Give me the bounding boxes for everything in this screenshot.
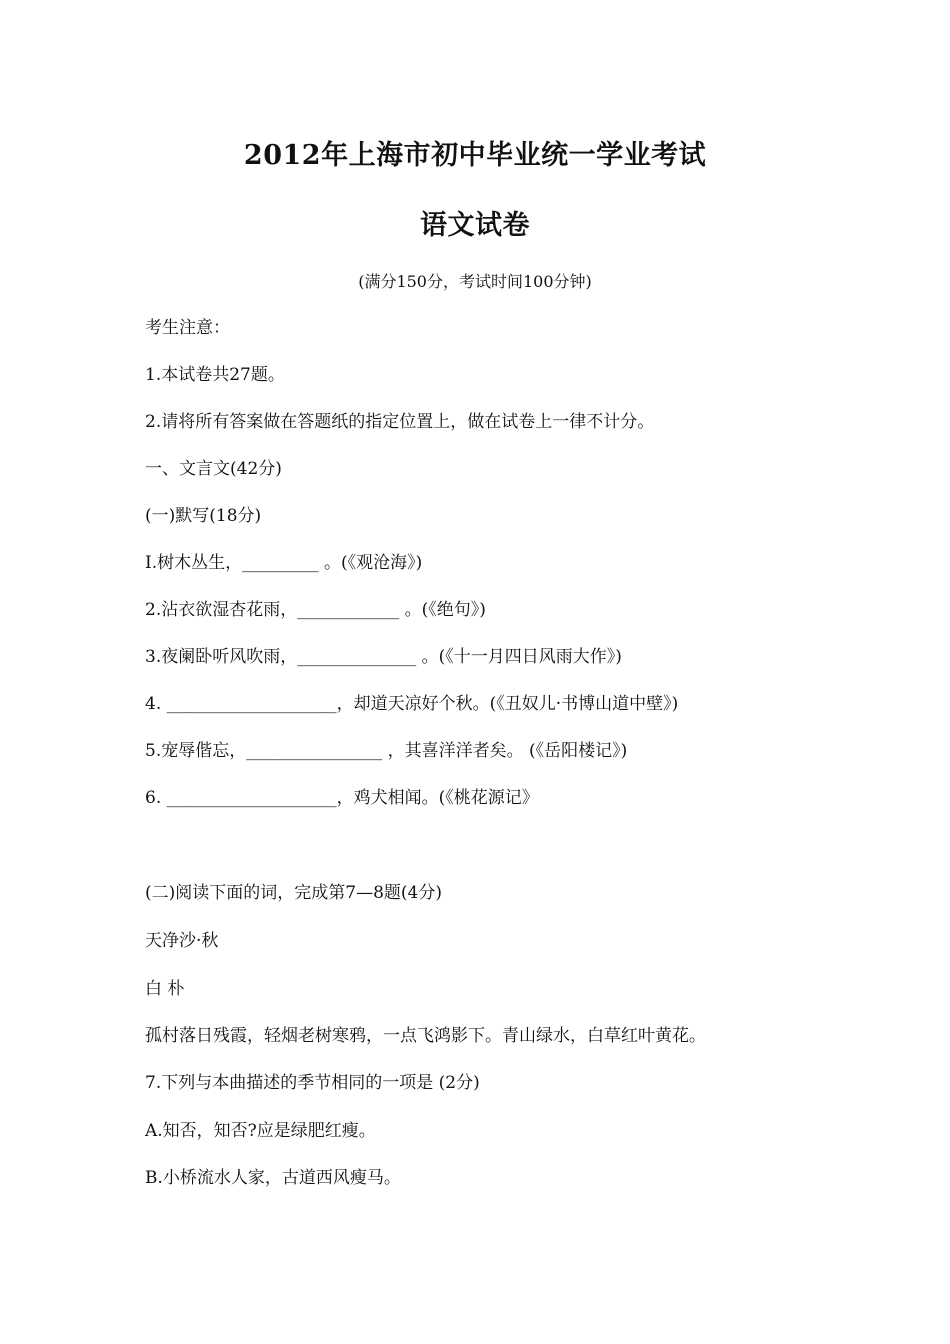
question-7-option-b: B.小桥流水人家，古道西风瘦马。 (145, 1168, 401, 1188)
exam-title: 2012年上海市初中毕业统一学业考试 (243, 140, 707, 171)
part-heading-reading: (二)阅读下面的词，完成第7—8题(4分) (145, 883, 442, 903)
question-7: 7.下列与本曲描述的季节相同的一项是 (2分) (145, 1073, 480, 1093)
poem-title: 天净沙·秋 (145, 931, 219, 951)
section-heading-classical: 一、文言文(42分) (145, 459, 282, 479)
notice-item-1: 1.本试卷共27题。 (145, 365, 285, 385)
notice-heading: 考生注意： (145, 318, 230, 338)
notice-item-2: 2.请将所有答案做在答题纸的指定位置上，做在试卷上一律不计分。 (145, 412, 655, 432)
poem-author: 白 朴 (145, 979, 185, 999)
exam-subject-title: 语文试卷 (420, 210, 530, 241)
question-1: I.树木丛生，_________ 。(《观沧海》) (145, 553, 423, 573)
exam-time-info: (满分150分，考试时间100分钟) (358, 272, 592, 291)
question-3: 3.夜阑卧听风吹雨，______________ 。(《十一月四日风雨大作》) (145, 647, 622, 667)
question-5: 5.宠辱偕忘，________________ ，其喜洋洋者矣。 (《岳阳楼记》) (145, 741, 628, 761)
question-6: 6. ____________________，鸡犬相闻。(《桃花源记》 (145, 788, 539, 808)
part-heading-dictation: (一)默写(18分) (145, 506, 262, 526)
question-4: 4. ____________________，却道天凉好个秋。(《丑奴儿·书博山道中壁》) (145, 694, 679, 714)
poem-text: 孤村落日残霞，轻烟老树寒鸦，一点飞鸿影下。青山绿水，白草红叶黄花。 (145, 1026, 706, 1046)
question-2: 2.沾衣欲湿杏花雨，____________ 。(《绝句》) (145, 600, 486, 620)
question-7-option-a: A.知否，知否?应是绿肥红瘦。 (145, 1121, 376, 1141)
